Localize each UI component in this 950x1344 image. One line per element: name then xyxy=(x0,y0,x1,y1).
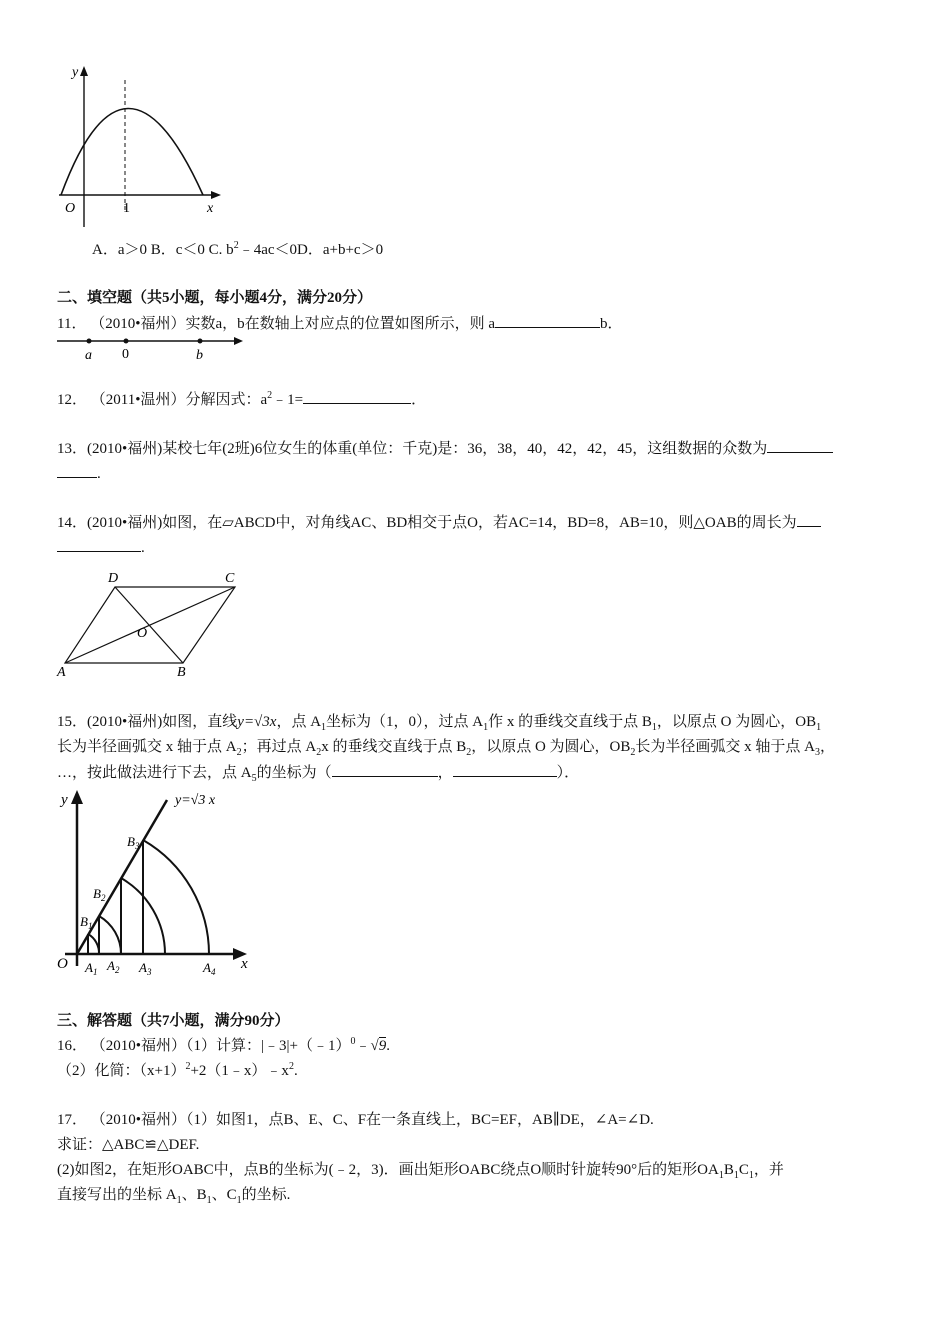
line-equation: y=√3x xyxy=(237,714,277,730)
option-d: D．a+b+c＞0 xyxy=(297,242,384,258)
label-b2: $B_2$ xyxy=(93,886,106,903)
q15-blank-y[interactable] xyxy=(453,762,557,777)
label-a1: $A_1$ xyxy=(85,960,98,977)
number-line xyxy=(55,332,245,362)
q14-blank-cont[interactable] xyxy=(57,537,141,552)
q14-cont: . xyxy=(57,537,145,558)
q16-part1: 16． （2010•福州）（1）计算：|﹣3|+（﹣1）$^0$﹣√9. xyxy=(57,1036,390,1054)
arc-construction-figure xyxy=(55,786,255,978)
q13-cont: . xyxy=(57,463,101,484)
vertex-c: C xyxy=(225,571,235,586)
option-a: A．a＞0 xyxy=(92,242,147,258)
diagonal-bd xyxy=(115,587,183,663)
label-a3: $A_3$ xyxy=(139,960,152,977)
q17-line3: (2)如图2，在矩形OABC中，点B的坐标为(﹣2，3)．画出矩形OABC绕点O顺时针旋转90°后的矩形$OA_1B_1C_1$，并 xyxy=(57,1162,784,1181)
point-zero xyxy=(124,339,129,344)
label-b3: $B_3$ xyxy=(127,834,140,851)
q15-line3: …，按此做法进行下去，点 $A_5$的坐标为（ ， ）． xyxy=(57,762,579,783)
label-a4: $A_4$ xyxy=(203,960,216,977)
q13-blank-cont[interactable] xyxy=(57,463,97,478)
q11-blank[interactable] xyxy=(495,313,600,328)
section2-title: 二、填空题（共5小题，每小题4分，满分20分） xyxy=(57,290,373,306)
label-a: a xyxy=(85,348,92,362)
vertex-a: A xyxy=(57,665,66,680)
parabola-figure xyxy=(55,62,225,232)
q15-blank-x[interactable] xyxy=(332,762,438,777)
sqrt-9: √9 xyxy=(370,1038,387,1054)
parallelogram-figure xyxy=(55,566,245,681)
point-b xyxy=(198,339,203,344)
q17-line1: 17． （2010•福州）（1）如图1，点B、E、C、F在一条直线上，BC=EF，AB∥DE，∠A=∠D. xyxy=(57,1112,654,1128)
y-axis-arrow xyxy=(80,66,88,76)
x-label: x xyxy=(207,201,214,216)
q15-line2: 长为半径画弧交 x 轴于点 $A_2$；再过点 $A_2x$ 的垂线交直线于点 $B_2$，以原点 O 为圆心，$OB_2$长为半径画弧交 x 轴于点 $A_3$， xyxy=(57,739,835,758)
fig-origin: O xyxy=(57,956,68,972)
q13-text: 13．(2010•福州)某校七年(2班)6位女生的体重(单位：千克)是：36，38，40，42，42，45，这组数据的众数为 xyxy=(57,438,833,459)
q14-blank[interactable] xyxy=(797,512,821,527)
q16-part2: （2）化简：$(x+1)^2+2(1﹣x)﹣x^2$. xyxy=(57,1061,298,1079)
tick-label-1: 1 xyxy=(123,201,130,216)
y-label: y xyxy=(72,65,79,80)
section3-title: 三、解答题（共7小题，满分90分） xyxy=(57,1013,290,1029)
fig-x-label: x xyxy=(241,956,248,972)
parabola-curve xyxy=(61,109,203,196)
point-a xyxy=(87,339,92,344)
q17-line4: 直接写出的坐标 $A_1$、$B_1$、$C_1$的坐标. xyxy=(57,1187,291,1206)
q11-text: 11． （2010•福州）实数a，b在数轴上对应点的位置如图所示，则 a b． xyxy=(57,313,623,334)
q14-text: 14．(2010•福州)如图，在▱ABCD中，对角线AC、BD相交于点O，若AC=14，BD=8，AB=10，则△OAB的周长为 xyxy=(57,512,821,533)
vertex-b: B xyxy=(177,665,186,680)
option-b: B．c＜0 xyxy=(150,242,205,258)
label-b: b xyxy=(196,348,203,362)
label-zero: 0 xyxy=(122,347,129,362)
label-b1: $B_1$ xyxy=(80,914,93,931)
fig-line-label: y=√3 x xyxy=(175,793,216,808)
point-o: O xyxy=(137,626,148,641)
x-axis-arrow xyxy=(211,191,221,199)
q13-blank[interactable] xyxy=(767,438,833,453)
option-c: C. $b^2﹣4ac<0$ xyxy=(208,240,298,258)
q10-options xyxy=(92,240,383,260)
fig-y-label: y xyxy=(61,792,68,808)
vertex-d: D xyxy=(108,571,119,586)
q15-line1: 15．(2010•福州)如图，直线y=√3x，点 $A_1$坐标为（1，0），过点 $A_1$作 x 的垂线交直线于点 $B_1$，以原点 O 为圆心，$OB_1$ xyxy=(57,714,822,733)
q12-text: 12． （2011•温州）分解因式：$a^2﹣1=$ ． xyxy=(57,390,427,408)
q17-line2: 求证：△ABC≌△DEF. xyxy=(57,1137,200,1153)
q12-blank[interactable] xyxy=(303,389,411,404)
origin-label: O xyxy=(65,201,76,216)
label-a2: $A_2$ xyxy=(107,958,120,975)
